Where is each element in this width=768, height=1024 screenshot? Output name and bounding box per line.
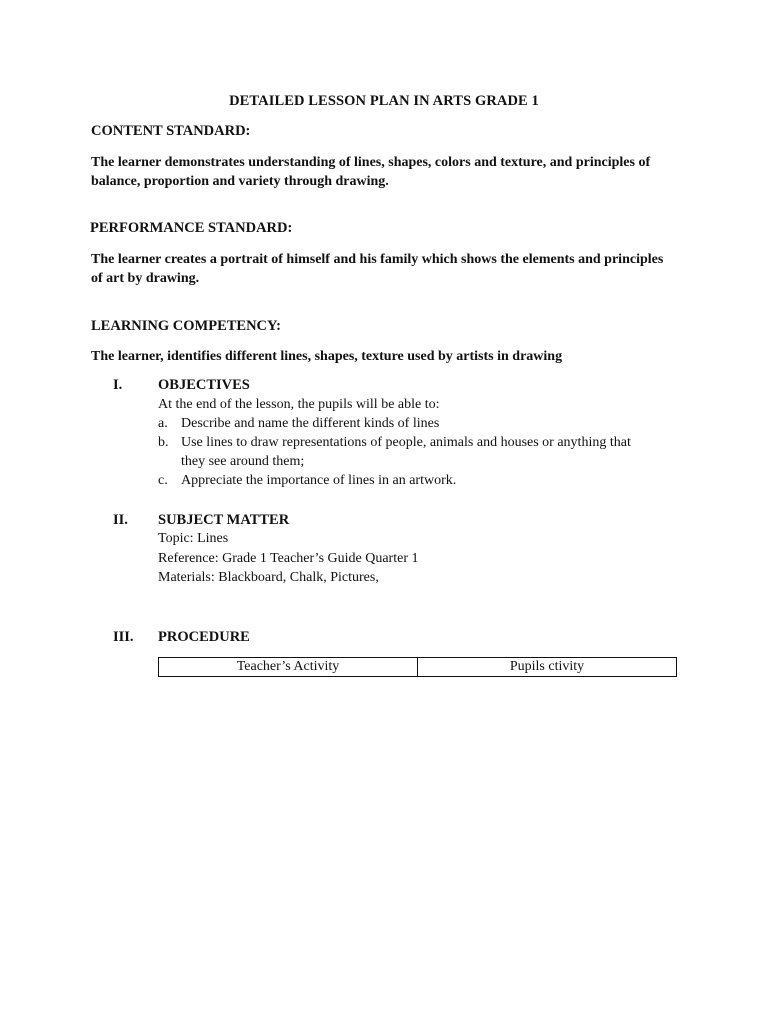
objective-a-text: Describe and name the different kinds of lines (181, 416, 440, 431)
objective-c-text: Appreciate the importance of lines in an artwork. (181, 473, 457, 488)
learning-competency-text: The learner, identifies different lines, shapes, texture used by artists in drawing (91, 349, 563, 364)
subject-matter-reference: Reference: Grade 1 Teacher’s Guide Quarter 1 (158, 551, 419, 566)
objectives-heading: OBJECTIVES (158, 377, 250, 393)
content-standard-text: The learner demonstrates understanding of lines, shapes, colors and texture, and principles of balance, proportion and variety through drawing. (91, 155, 651, 189)
subject-matter-number: II. (113, 512, 128, 528)
subject-matter-materials: Materials: Blackboard, Chalk, Pictures, (158, 570, 379, 585)
objective-b-letter: b. (158, 435, 169, 450)
document-title: DETAILED LESSON PLAN IN ARTS GRADE 1 (229, 93, 539, 109)
table-header-teachers-activity: Teacher’s Activity (236, 659, 340, 674)
performance-standard-heading: PERFORMANCE STANDARD: (90, 220, 293, 236)
subject-matter-topic: Topic: Lines (158, 531, 229, 546)
objectives-number: I. (113, 377, 123, 393)
objectives-intro: At the end of the lesson, the pupils will be able to: (158, 397, 440, 412)
objective-b-continuation: they see around them; (181, 454, 305, 469)
procedure-heading: PROCEDURE (158, 629, 250, 645)
content-standard-heading: CONTENT STANDARD: (91, 123, 251, 139)
table-header-pupils-activity: Pupils ctivity (417, 658, 676, 676)
procedure-number: III. (113, 629, 134, 645)
learning-competency-heading: LEARNING COMPETENCY: (91, 318, 281, 334)
objective-c-letter: c. (158, 473, 168, 488)
subject-matter-heading: SUBJECT MATTER (158, 512, 290, 528)
objective-b-text: Use lines to draw representations of people, animals and houses or anything that (181, 435, 631, 450)
procedure-table (158, 657, 677, 677)
performance-standard-text: The learner creates a portrait of himself and his family which shows the elements and principles of art by drawing. (91, 252, 664, 286)
objective-a-letter: a. (158, 416, 168, 431)
